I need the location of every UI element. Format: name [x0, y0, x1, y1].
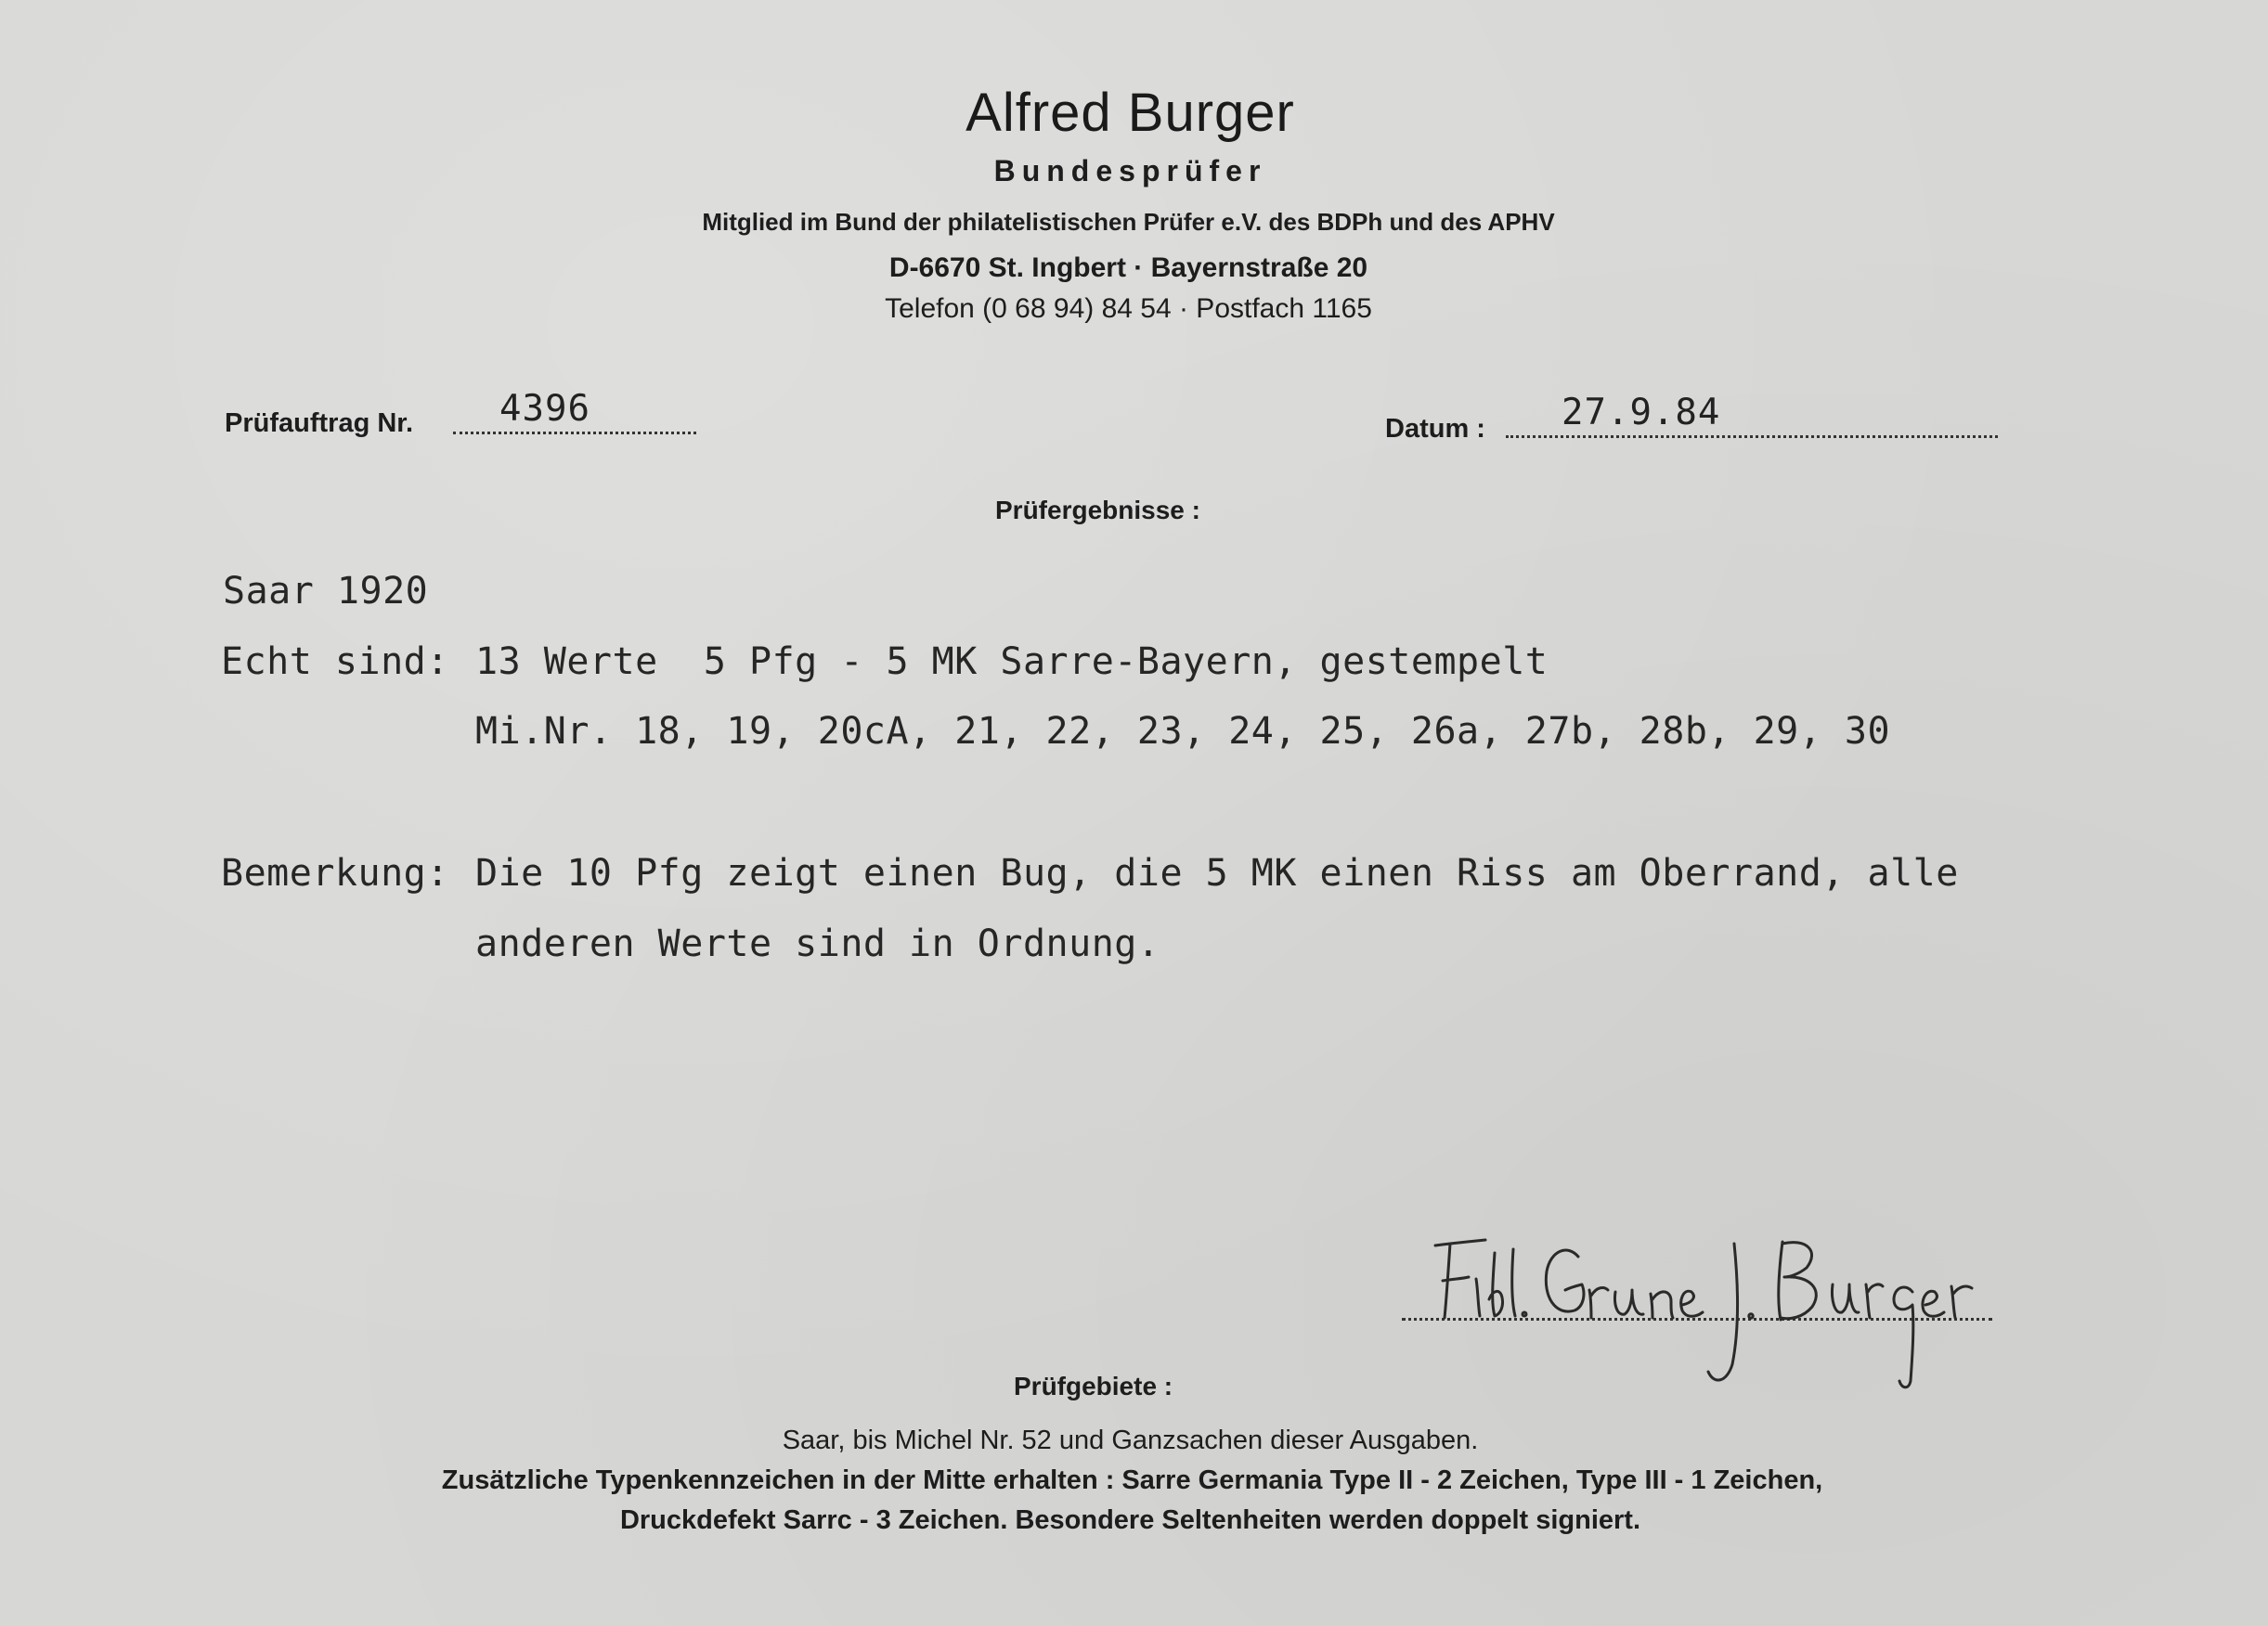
result-catalog-numbers: Mi.Nr. 18, 19, 20cA, 21, 22, 23, 24, 25, 26a, 27b, 28b, 29, 30 — [475, 710, 1891, 753]
remark-line-1: Die 10 Pfg zeigt einen Bug, die 5 MK einen Riss am Oberrand, alle — [475, 852, 1959, 895]
phone-line: Telefon (0 68 94) 84 54 · Postfach 1165 — [885, 293, 1372, 324]
membership-line: Mitglied im Bund der philatelistischen Prüfer e.V. des BDPh und des APHV — [702, 208, 1555, 236]
footer-line-1: Saar, bis Michel Nr. 52 und Ganzsachen dieser Ausgaben. — [782, 1426, 1479, 1455]
footer-line-2: Zusätzliche Typenkennzeichen in der Mitte erhalten : Sarre Germania Type II - 2 Zeichen, Type III - 1 Zeichen, — [441, 1465, 1823, 1495]
examiner-name: Alfred Burger — [966, 83, 1295, 143]
date-label: Datum : — [1385, 414, 1485, 444]
remark-line-2: anderen Werte sind in Ordnung. — [475, 923, 1160, 965]
result-genuine-label: Echt sind: — [221, 640, 449, 683]
footer-line-3: Druckdefekt Sarrc - 3 Zeichen. Besondere Seltenheiten werden doppelt signiert. — [619, 1505, 1641, 1535]
examiner-title: Bundesprüfer — [993, 154, 1267, 187]
date-line — [1506, 435, 1998, 438]
remark-label: Bemerkung: — [221, 852, 449, 895]
order-number-line — [453, 432, 696, 434]
address-line: D-6670 St. Ingbert · Bayernstraße 20 — [888, 252, 1368, 283]
order-number-label: Prüfauftrag Nr. — [225, 408, 414, 438]
footer-heading: Prüfgebiete : — [1014, 1372, 1173, 1400]
date-value: 27.9.84 — [1562, 392, 1721, 433]
results-heading: Prüfergebnisse : — [995, 496, 1200, 524]
order-number-value: 4396 — [499, 388, 590, 430]
result-country-year: Saar 1920 — [223, 570, 429, 613]
handwritten-signature — [1393, 1225, 2024, 1401]
result-genuine-text: 13 Werte 5 Pfg - 5 MK Sarre-Bayern, gestempelt — [475, 640, 1549, 683]
